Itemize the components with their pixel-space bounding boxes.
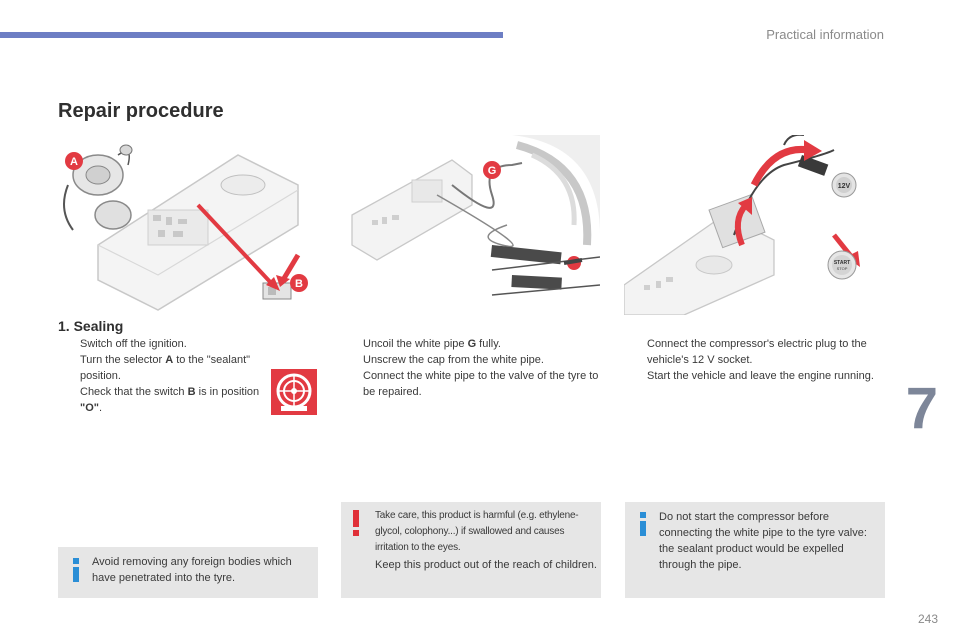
- info-icon: [70, 558, 82, 582]
- callout-a: A: [70, 156, 78, 168]
- instruction-item: Switch off the ignition.: [80, 338, 187, 350]
- instruction-item: Turn the selector A to the "sealant" position.: [80, 354, 251, 382]
- info-icon: [637, 512, 649, 536]
- notice-text: Do not start the compressor before connecting the white pipe to the tyre valve: the sealant product would be expelled through the pipe.: [659, 511, 867, 571]
- instruction-item: Unscrew the cap from the white pipe.: [363, 354, 544, 366]
- header-accent-bar: [0, 32, 503, 38]
- instructions-col-2: [341, 336, 599, 400]
- info-notice-compressor: [625, 502, 885, 598]
- label-stop: STOP: [836, 266, 848, 271]
- notice-text: Avoid removing any foreign bodies which have penetrated into the tyre.: [92, 556, 292, 584]
- instruction-item: Start the vehicle and leave the engine running.: [647, 370, 874, 382]
- callout-g: G: [487, 165, 497, 177]
- notice-text: Keep this product out of the reach of children.: [375, 559, 597, 571]
- instruction-item: Uncoil the white pipe G fully.: [363, 338, 501, 350]
- chapter-number: 7: [905, 376, 938, 441]
- sealant-position-icon: [271, 369, 317, 415]
- instruction-item: Connect the white pipe to the valve of the tyre to be repaired.: [363, 370, 599, 398]
- instruction-item: Check that the switch B is in position "O".: [80, 386, 260, 414]
- notice-text-small: Take care, this product is harmful (e.g. ethylene-glycol, colophony...) if swallowed and causes irritation to the eyes.: [375, 510, 579, 553]
- section-title: Practical information: [766, 27, 884, 42]
- illustration-selector-switch: [58, 135, 318, 315]
- step-title: 1. Sealing: [58, 318, 124, 334]
- instructions-col-1: [58, 336, 268, 416]
- info-notice-foreign-bodies: [58, 547, 318, 598]
- page-number: 243: [917, 612, 938, 626]
- label-start: START: [833, 260, 851, 266]
- instructions-col-3: [625, 336, 883, 384]
- warning-notice-harmful: [341, 502, 601, 598]
- illustration-12v-start: [624, 135, 884, 315]
- page-title: Repair procedure: [58, 100, 224, 122]
- warning-icon: [351, 510, 361, 536]
- instruction-item: Connect the compressor's electric plug to the vehicle's 12 V socket.: [647, 338, 867, 366]
- illustration-white-pipe: [342, 135, 600, 315]
- callout-b: B: [295, 278, 303, 290]
- label-12v: 12V: [837, 183, 851, 190]
